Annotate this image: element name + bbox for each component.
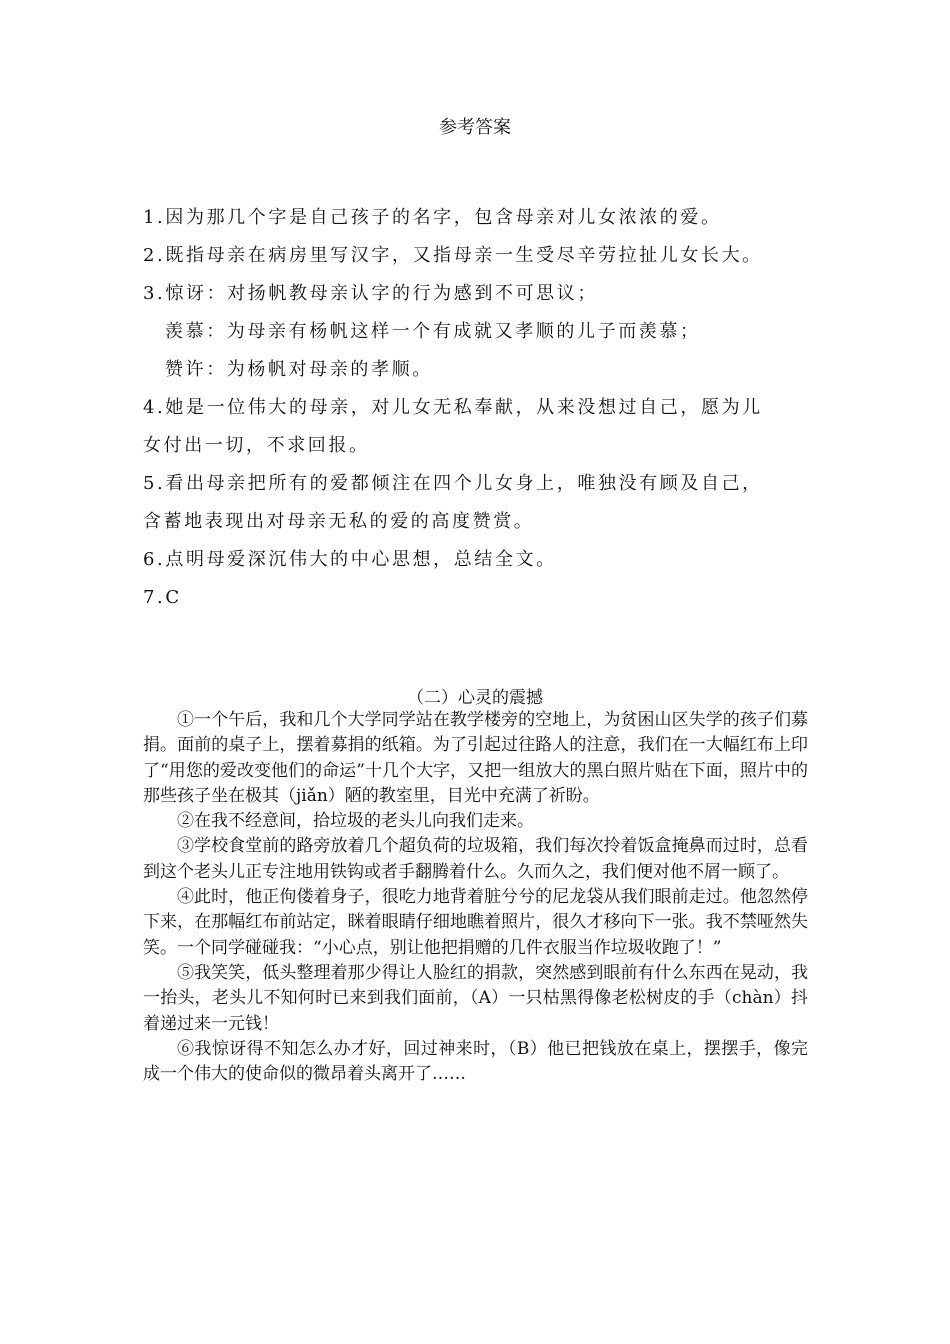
passage-paragraph-2: ②在我不经意间，拾垃圾的老头儿向我们走来。	[177, 811, 534, 832]
answer-item-3: 3.惊讶：对扬帆教母亲认字的行为感到不可思议；	[143, 283, 598, 304]
passage-body	[143, 708, 808, 1087]
answer-item-3-praise: 赞许：为杨帆对母亲的孝顺。	[165, 359, 433, 380]
passage-title: （二）心灵的震撼	[407, 688, 543, 708]
answer-item-4-cont: 女付出一切，不求回报。	[143, 435, 370, 456]
answer-list	[143, 199, 823, 617]
passage-paragraph-1: ①一个午后，我和几个大学同学站在教学楼旁的空地上，为贫困山区失学的孩子们募捐。面前的桌子上，摆着募捐的纸箱。为了引起过往路人的注意，我们在一大幅红布上印了“用您的爱改变他们的命运”十几个大字，又把一组放大的黑白照片贴在下面，照片中的那些孩子坐在极其（jiǎn）陋的教室里，目光中充满了祈盼。	[143, 710, 808, 806]
answer-item-3-envy: 羡慕：为母亲有杨帆这样一个有成就又孝顺的儿子而羡慕；	[165, 321, 701, 342]
passage-paragraph-3: ③学校食堂前的路旁放着几个超负荷的垃圾箱，我们每次拎着饭盒掩鼻而过时，总看到这个老头儿正专注地用铁钩或者手翻腾着什么。久而久之，我们便对他不屑一顾了。	[143, 836, 808, 882]
answer-item-2: 2.既指母亲在病房里写汉字，又指母亲一生受尽辛劳拉扯儿女长大。	[143, 245, 763, 266]
answer-item-1: 1.因为那几个字是自己孩子的名字，包含母亲对儿女浓浓的爱。	[143, 207, 722, 228]
answer-item-7: 7.C	[143, 587, 182, 608]
passage-paragraph-4: ④此时，他正佝偻着身子，很吃力地背着脏兮兮的尼龙袋从我们眼前走过。他忽然停下来，在那幅红布前站定，眯着眼睛仔细地瞧着照片，很久才移向下一张。我不禁哑然失笑。一个同学碰碰我：“小心点，别让他把捐赠的几件衣服当作垃圾收跑了！”	[143, 887, 808, 958]
answer-item-5: 5.看出母亲把所有的爱都倾注在四个儿女身上，唯独没有顾及自己，	[143, 473, 763, 494]
answer-item-6: 6.点明母爱深沉伟大的中心思想，总结全文。	[143, 549, 557, 570]
answer-item-5-cont: 含蓄地表现出对母亲无私的爱的高度赞赏。	[143, 511, 535, 532]
answer-item-4: 4.她是一位伟大的母亲，对儿女无私奉献，从来没想过自己，愿为儿	[143, 397, 763, 418]
answer-section-title: 参考答案	[439, 117, 511, 138]
passage-paragraph-5: ⑤我笑笑，低头整理着那少得让人脸红的捐款，突然感到眼前有什么东西在晃动，我一抬头，老头儿不知何时已来到我们面前，（A）一只枯黑得像老松树皮的手（chàn）抖着递过来一元钱！	[143, 962, 808, 1034]
passage-paragraph-6: ⑥我惊讶得不知怎么办才好，回过神来时，（B）他已把钱放在桌上，摆摆手，像完成一个伟大的使命似的微昂着头离开了……	[143, 1038, 808, 1085]
